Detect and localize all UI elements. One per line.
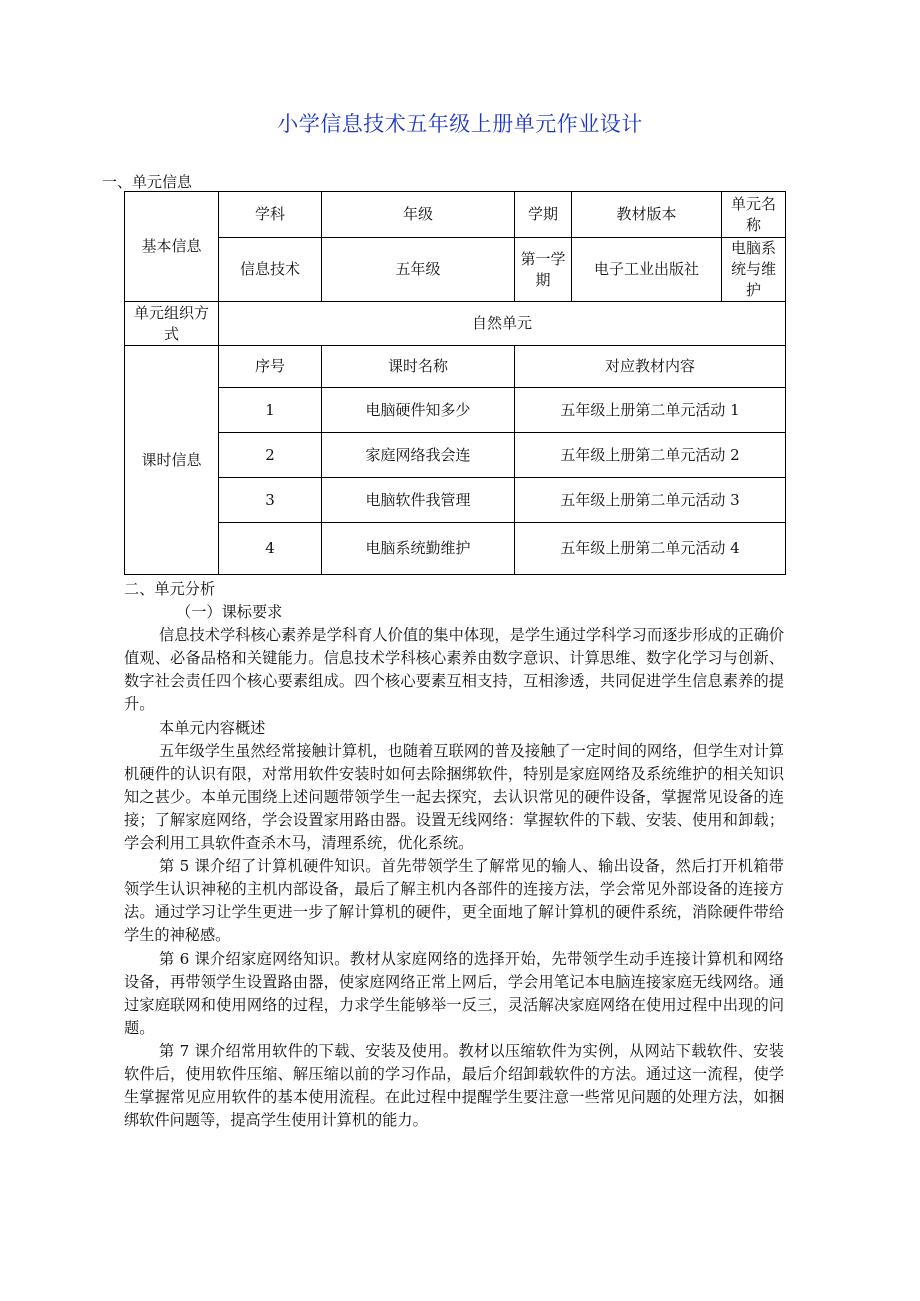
table-row bbox=[125, 523, 786, 575]
paragraph: 第 6 课介绍家庭网络知识。教材从家庭网络的选择开始，先带领学生动手连接计算机和网络设备，再带领学生设置路由器，使家庭网络正常上网后，学会用笔记本电脑连接家庭无线网络。通过家庭联网和使用网络的过程，力求学生能够举一反三，灵活解决家庭网络在使用过程中出现的问题。 bbox=[124, 949, 784, 1037]
lesson-content: 五年级上册第二单元活动 3 bbox=[515, 478, 786, 523]
org-method-label: 单元组织方式 bbox=[125, 302, 219, 346]
header-textbook: 教材版本 bbox=[572, 192, 722, 238]
lesson-header-name: 课时名称 bbox=[322, 346, 515, 388]
table-row bbox=[125, 388, 786, 433]
lesson-content: 五年级上册第二单元活动 2 bbox=[515, 433, 786, 478]
header-unit-name: 单元名称 bbox=[722, 192, 786, 238]
value-grade: 五年级 bbox=[322, 238, 515, 302]
paragraph: 五年级学生虽然经常接触计算机，也随着互联网的普及接触了一定时间的网络，但学生对计算机硬件的认识有限，对常用软件安装时如何去除捆绑软件，特别是家庭网络及系统维护的相关知识知之甚少。本单元围绕上述问题带领学生一起去探究，去认识常见的硬件设备，掌握常见设备的连接；了解家庭网络，学会设置家用路由器。设置无线网络：掌握软件的下载、安装、使用和卸载；学会利用工具软件查杀木马，清理系统，优化系统。 bbox=[124, 741, 784, 853]
header-term: 学期 bbox=[515, 192, 572, 238]
table-row bbox=[125, 478, 786, 523]
lesson-name: 家庭网络我会连 bbox=[322, 433, 515, 478]
lesson-name: 电脑软件我管理 bbox=[322, 478, 515, 523]
paragraph: 信息技术学科核心素养是学科育人价值的集中体现，是学生通过学科学习而逐步形成的正确价值观、必备品格和关键能力。信息技术学科核心素养由数字意识、计算思维、数字化学习与创新、数字社会责任四个核心要素组成。四个核心要素互相支持，互相渗透，共同促进学生信息素养的提升。 bbox=[124, 626, 784, 714]
lesson-number: 1 bbox=[219, 388, 322, 433]
unit-info-table bbox=[124, 191, 786, 575]
lesson-number: 4 bbox=[219, 523, 322, 575]
lesson-header-content: 对应教材内容 bbox=[515, 346, 786, 388]
table-row bbox=[125, 433, 786, 478]
header-grade: 年级 bbox=[322, 192, 515, 238]
section-heading-unit-info: 一、单元信息 bbox=[102, 173, 193, 191]
section-heading-unit-analysis: 二、单元分析 bbox=[124, 580, 216, 598]
paragraph: 第 7 课介绍常用软件的下载、安装及使用。教材以压缩软件为实例，从网站下载软件、安装软件后，使用软件压缩、解压缩以前的学习作品，最后介绍卸载软件的方法。通过这一流程，使学生掌握常见应用软件的基本使用流程。在此过程中提醒学生要注意一些常见问题的处理方法，如捆绑软件问题等，提高学生使用计算机的能力。 bbox=[124, 1041, 784, 1130]
value-subject: 信息技术 bbox=[219, 238, 322, 302]
org-method-value: 自然单元 bbox=[219, 302, 786, 346]
lesson-content: 五年级上册第二单元活动 1 bbox=[515, 388, 786, 433]
lesson-number: 2 bbox=[219, 433, 322, 478]
lesson-content: 五年级上册第二单元活动 4 bbox=[515, 523, 786, 575]
lesson-number: 3 bbox=[219, 478, 322, 523]
lesson-name: 电脑系统勤维护 bbox=[322, 523, 515, 575]
header-subject: 学科 bbox=[219, 192, 322, 238]
document-title: 小学信息技术五年级上册单元作业设计 bbox=[277, 112, 643, 136]
lesson-header-number: 序号 bbox=[219, 346, 322, 388]
subheading-curriculum-requirements: （一）课标要求 bbox=[176, 603, 283, 622]
value-term: 第一学期 bbox=[515, 238, 572, 302]
lesson-info-label: 课时信息 bbox=[125, 346, 219, 575]
basic-info-label: 基本信息 bbox=[125, 192, 219, 302]
value-unit-name: 电脑系统与维护 bbox=[722, 238, 786, 302]
lesson-name: 电脑硬件知多少 bbox=[322, 388, 515, 433]
unit-analysis-body bbox=[124, 578, 784, 1132]
paragraph: 第 5 课介绍了计算机硬件知识。首先带领学生了解常见的输人、输出设备，然后打开机箱带领学生认识神秘的主机内部设备，最后了解主机内各部件的连接方法，学会常见外部设备的连接方法。通过学习让学生更进一步了解计算机的硬件，更全面地了解计算机的硬件系统，消除硬件带给学生的神秘感。 bbox=[124, 857, 784, 945]
subheading-content-overview: 本单元内容概述 bbox=[159, 718, 266, 737]
value-textbook: 电子工业出版社 bbox=[572, 238, 722, 302]
